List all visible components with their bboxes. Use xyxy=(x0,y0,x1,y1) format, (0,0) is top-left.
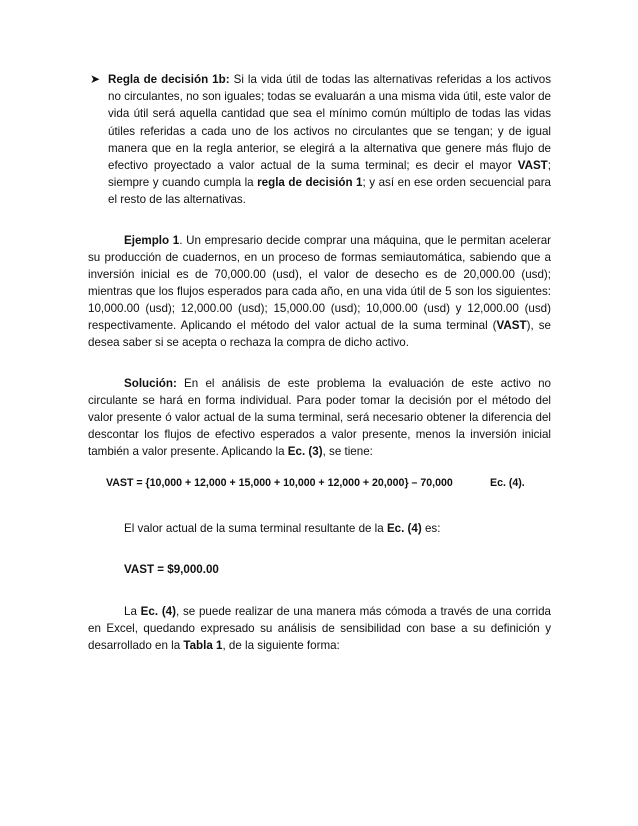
solution-label: Solución: xyxy=(124,377,177,390)
equation-line xyxy=(106,476,566,490)
decision-rule-item xyxy=(90,71,552,209)
equation-formula: VAST = {10,000 + 12,000 + 15,000 + 10,000 + 12,000 + 20,000} – 70,000 xyxy=(106,477,453,489)
solution-paragraph: Solución: En el análisis de este problema la evaluación de este activo no circulante se hará en forma individual. Para poder tomar la decisión por el método del valor presente ó valor actual de la suma terminal, será necesario obtener la diferencia del descontar los flujos de efectivo esperados a valor presente, menos la inversión inicial también a valor presente. Aplicando la Ec. (3), se tiene: xyxy=(88,377,551,458)
example-label: Ejemplo 1 xyxy=(124,234,180,247)
result-intro: El valor actual de la suma terminal resultante de la Ec. (4) es: xyxy=(124,522,441,535)
example-paragraph: Ejemplo 1. Un empresario decide comprar una máquina, que le permitan acelerar su producción de cuadernos, en un proceso de formas semiautomática, sabiendo que a inversión inicial es de 70,000.00 (usd), el valor de desecho es de 20,000.00 (usd); mientras que los flujos esperados para cada año, en una vida útil de 5 son los siguientes: 10,000.00 (usd); 12,000.00 (usd); 15,000.00 (usd); 10,000.00 (usd) y 12,000.00 (usd) respectivamente. Aplicando el método del valor actual de la suma terminal (VAST), se desea saber si se acepta o rechaza la compra de dicho activo. xyxy=(88,234,552,349)
arrow-bullet-icon: ➤ xyxy=(90,72,101,86)
decision-rule-text: Regla de decisión 1b: Si la vida útil de todas las alternativas referidas a los activos no circulantes, no son iguales; todas se evaluarán a una misma vida útil, este valor de vida útil será aquella cantidad que sea el mínimo común múltiplo de todas las vidas útiles referidas a cada uno de los activos no circulantes que se tengan; y de igual manera que en la regla anterior, se elegirá a la alternativa que genere más flujo de efectivo proyectado a valor actual de la suma terminal; es decir el mayor VAST; siempre y cuando cumpla la regla de decisión 1; y así en ese orden secuencial para el resto de las alternativas. xyxy=(108,73,552,207)
equation-number: Ec. (4). xyxy=(490,477,525,489)
closing-paragraph: La Ec. (4), se puede realizar de una manera más cómoda a través de una corrida en Excel, quedando expresado su análisis de sensibilidad con base a su definición y desarrollado en la Tabla 1, de la siguiente forma: xyxy=(88,605,551,652)
decision-rule-label: Regla de decisión 1b: xyxy=(108,73,230,86)
result-value: VAST = $9,000.00 xyxy=(124,563,219,576)
